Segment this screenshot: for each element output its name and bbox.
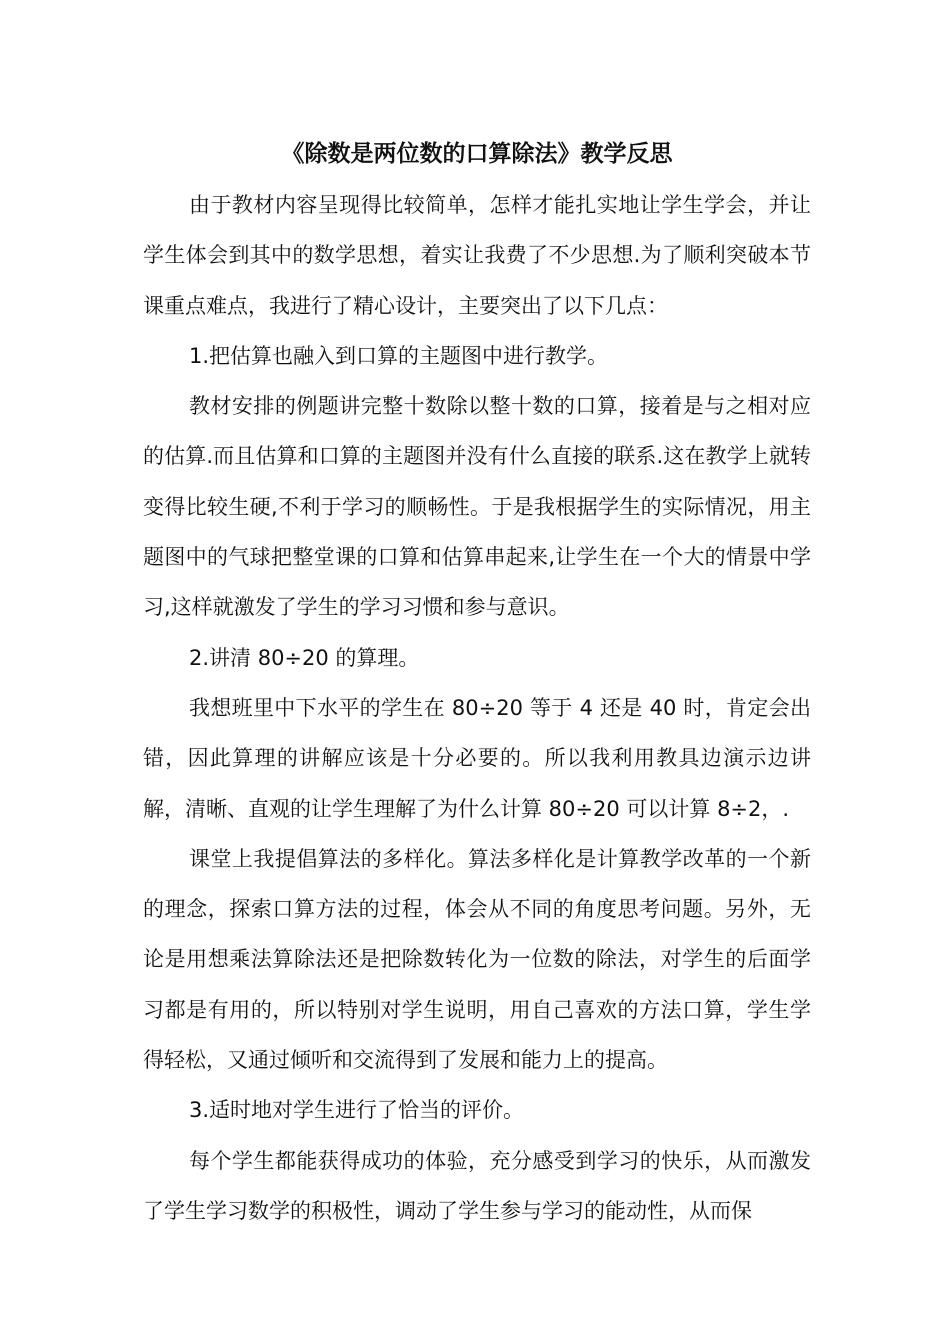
document-title: 《除数是两位数的口算除法》教学反思 (281, 141, 673, 167)
paragraph-point-1-heading: 1.把估算也融入到口算的主题图中进行教学。 (189, 343, 609, 368)
paragraph-point-1-body: 教材安排的例题讲完整十数除以整十数的口算，接着是与之相对应的估算.而且估算和口算的主题图并没有什么直接的联系.这在教学上就转变得比较生硬,不利于学习的顺畅性。于是我根据学生的实际情况，用主题图中的气球把整堂课的口算和估算串起来,让学生在一个大的情景中学习,这样就激发了学生的学习习惯和参与意识。 (143, 394, 811, 620)
paragraph-point-3-body: 每个学生都能获得成功的体验，充分感受到学习的快乐，从而激发了学生学习数学的积极性，调动了学生参与学习的能动性，从而保 (143, 1148, 811, 1223)
paragraph-point-3-heading: 3.适时地对学生进行了恰当的评价。 (189, 1098, 525, 1123)
paragraph-algorithm-diversity: 课堂上我提倡算法的多样化。算法多样化是计算教学改革的一个新的理念，探索口算方法的过程，体会从不同的角度思考问题。另外，无论是用想乘法算除法还是把除数转化为一位数的除法，对学生的后面学习都是有用的，所以特别对学生说明，用自己喜欢的方法口算，学生学得轻松，又通过倾听和交流得到了发展和能力上的提高。 (143, 846, 811, 1073)
paragraph-intro: 由于教材内容呈现得比较简单，怎样才能扎实地让学生学会，并让学生体会到其中的数学思想，着实让我费了不少思想.为了顺利突破本节课重点难点，我进行了精心设计，主要突出了以下几点： (143, 193, 811, 318)
document-body (143, 128, 811, 1236)
paragraph-point-2-heading: 2.讲清 80÷20 的算理。 (189, 645, 420, 670)
paragraph-point-2-body: 我想班里中下水平的学生在 80÷20 等于 4 还是 40 时，肯定会出错，因此算理的讲解应该是十分必要的。所以我利用教具边演示边讲解，清晰、直观的让学生理解了为什么计算 80÷20 可以计算 8÷2，. (143, 695, 811, 821)
